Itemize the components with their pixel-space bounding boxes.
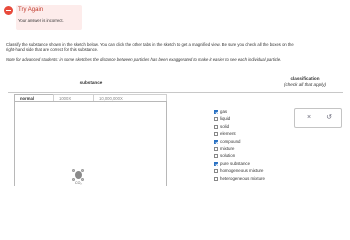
- checkbox-label: solid: [220, 123, 230, 129]
- classification-header: classification: [290, 76, 320, 81]
- clear-button[interactable]: [301, 111, 317, 125]
- close-icon: ×: [306, 114, 312, 121]
- classification-list: [214, 108, 284, 182]
- co2-particle: [71, 167, 87, 186]
- checkbox-liquid[interactable]: [214, 115, 284, 122]
- checkbox-element[interactable]: [214, 130, 284, 137]
- checkbox-mixture[interactable]: [214, 145, 284, 152]
- checkbox-pure-substance[interactable]: [214, 160, 284, 167]
- checkbox[interactable]: [214, 125, 218, 129]
- checkbox[interactable]: [214, 162, 218, 166]
- checkbox[interactable]: [214, 147, 218, 151]
- checkbox[interactable]: [214, 140, 218, 144]
- oxygen-atom: [72, 169, 75, 172]
- checkbox-gas[interactable]: [214, 108, 284, 115]
- action-panel: [294, 108, 342, 128]
- checkbox[interactable]: [214, 169, 218, 173]
- checkbox-label: solution: [220, 153, 236, 159]
- tab-label: 1000X: [59, 96, 72, 101]
- instructions-text: Classify the substance shown in the sketch below. You can click the other tabs in the sketch to get a magnified view. Be sure you check all the boxes on the right-hand side that are correct for this substance.: [6, 42, 294, 53]
- checkbox-label: liquid: [220, 116, 231, 122]
- substance-header: substance: [79, 80, 103, 85]
- checkbox-label: element: [220, 131, 236, 137]
- checkbox-homogeneous-mixture[interactable]: [214, 167, 284, 174]
- checkbox[interactable]: [214, 154, 218, 158]
- checkbox-label: mixture: [220, 145, 235, 151]
- checkbox[interactable]: [214, 117, 218, 121]
- checkbox-compound[interactable]: [214, 138, 284, 145]
- checkbox-label: gas: [220, 109, 228, 114]
- oxygen-atom: [81, 169, 84, 172]
- tab-label: normal: [20, 96, 34, 101]
- checkbox[interactable]: [214, 177, 218, 181]
- feedback-message: Your answer is incorrect.: [18, 18, 64, 23]
- checkbox-heterogeneous-mixture[interactable]: [214, 175, 284, 182]
- advanced-note: Note for advanced students: in some sketches the distance between particles has been exaggerated to make it easier to see each individual particle.: [6, 57, 282, 62]
- undo-icon: ↺: [326, 114, 332, 121]
- classification-subheader: (check all that apply): [283, 82, 327, 87]
- tab-label: 10,000,000X: [99, 96, 123, 101]
- checkbox-solid[interactable]: [214, 123, 284, 130]
- error-icon: [4, 6, 13, 15]
- sketch-area: [14, 101, 167, 186]
- header-divider: [8, 92, 343, 93]
- checkbox-label: pure substance: [220, 160, 251, 166]
- undo-button[interactable]: [321, 111, 337, 125]
- particle-label: CO₂: [75, 181, 82, 185]
- feedback-banner: [0, 0, 350, 31]
- checkbox[interactable]: [214, 110, 218, 114]
- checkbox-label: heterogeneous mixture: [220, 175, 265, 181]
- feedback-card: [16, 5, 82, 30]
- feedback-title: Try Again: [18, 7, 44, 13]
- checkbox-label: compound: [220, 138, 241, 144]
- checkbox-label: homogeneous mixture: [220, 168, 264, 174]
- checkbox[interactable]: [214, 132, 218, 136]
- checkbox-solution[interactable]: [214, 152, 284, 159]
